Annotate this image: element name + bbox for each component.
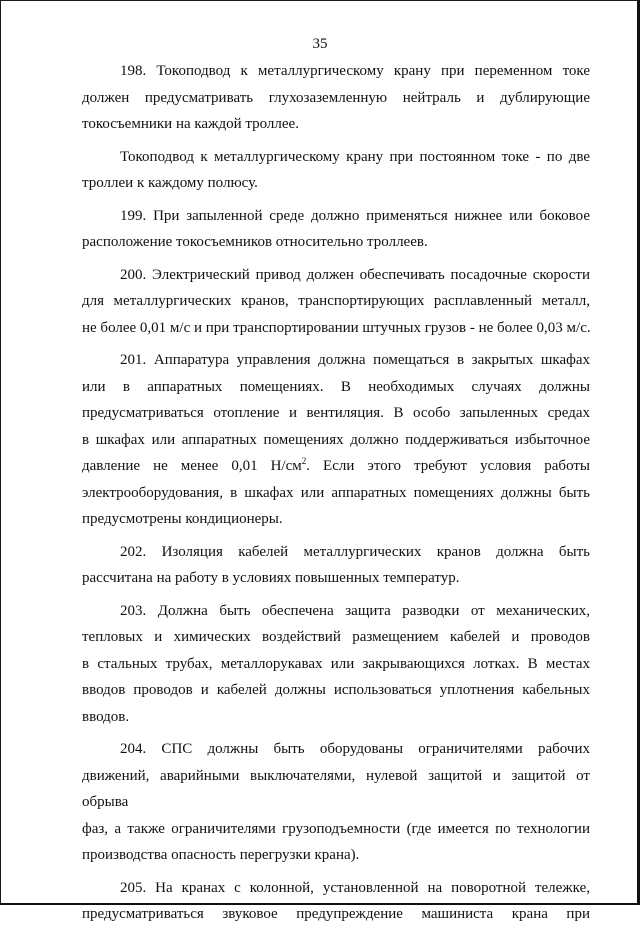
text-line: 200. Электрический привод должен обеспечивать посадочные скорости xyxy=(120,266,590,283)
text-line: Токоподвод к металлургическому крану при постоянном токе - по две xyxy=(120,148,590,165)
paragraph-202 xyxy=(82,539,590,592)
text-line: предусматриваться звуковое предупреждение машиниста крана при xyxy=(82,906,590,922)
text-line: расположение токосъемников относительно троллеев. xyxy=(82,234,428,250)
text-line: производства опасность перегрузки крана). xyxy=(82,847,360,863)
text-line: вводов. xyxy=(82,708,130,725)
superscript: 2 xyxy=(301,456,307,466)
text-line: предусмотрены кондиционеры. xyxy=(82,511,283,527)
text-line: 202. Изоляция кабелей металлургических кранов должна быть xyxy=(120,543,590,560)
text-line: движений, аварийными выключателями, нулевой защитой и защитой от обрыва xyxy=(82,767,590,810)
paragraph-203 xyxy=(82,598,590,731)
document-body xyxy=(82,58,590,934)
text-line: в стальных трубах, металлорукавах или закрывающихся лотках. В местах xyxy=(82,655,590,672)
text-line: для металлургических кранов, транспортирующих расплавленный металл, xyxy=(82,293,590,309)
paragraph-205 xyxy=(82,875,590,928)
text-line: 201. Аппаратура управления должна помещаться в закрытых шкафах xyxy=(120,352,590,368)
text-line: предусматриваться отопление и вентиляция. В особо запыленных средах xyxy=(82,405,590,421)
paragraph-199 xyxy=(82,203,590,256)
text-line-with-superscript xyxy=(82,453,590,480)
text-line: 205. На кранах с колонной, установленной на поворотной тележке, xyxy=(120,879,590,896)
text-line: троллеи к каждому полюсу. xyxy=(82,175,258,191)
text-line: вводов проводов и кабелей должны использоваться уплотнения кабельных xyxy=(82,682,590,698)
paragraph-200 xyxy=(82,262,590,342)
text-line: не более 0,01 м/с и при транспортировании штучных грузов - не более 0,03 м/с. xyxy=(82,319,591,336)
text-line: в шкафах или аппаратных помещениях должно поддерживаться избыточное xyxy=(82,431,590,448)
text-fragment: . Если этого требуют условия работы xyxy=(306,458,591,474)
text-line: 198. Токоподвод к металлургическому крану при переменном токе xyxy=(120,63,590,79)
text-line: 199. При запыленной среде должно применяться нижнее или боковое xyxy=(120,207,590,224)
text-line: рассчитана на работу в условиях повышенных температур. xyxy=(82,570,460,586)
text-line: токосъемники на каждой троллее. xyxy=(82,116,299,132)
paragraph-198-dc xyxy=(82,144,590,197)
paragraph-201 xyxy=(82,347,590,533)
paragraph-204 xyxy=(82,736,590,869)
text-line: электрооборудования, в шкафах или аппаратных помещениях должны быть xyxy=(82,484,590,501)
text-line: тепловых и химических воздействий размещением кабелей и проводов xyxy=(82,629,590,645)
paragraph-198 xyxy=(82,58,590,138)
text-line: должен предусматривать глухозаземленную нейтраль и дублирующие xyxy=(82,89,590,106)
text-line: 203. Должна быть обеспечена защита разводки от механических, xyxy=(120,602,590,619)
page-number: 35 xyxy=(312,36,328,52)
text-line: или в аппаратных помещениях. В необходимых случаях должны xyxy=(82,378,590,395)
text-line: фаз, а также ограничителями грузоподъемности (где имеется по технологии xyxy=(82,820,590,837)
text-fragment: давление не менее 0,01 Н/см xyxy=(82,458,302,474)
text-line: 204. СПС должны быть оборудованы ограничителями рабочих xyxy=(120,741,590,757)
